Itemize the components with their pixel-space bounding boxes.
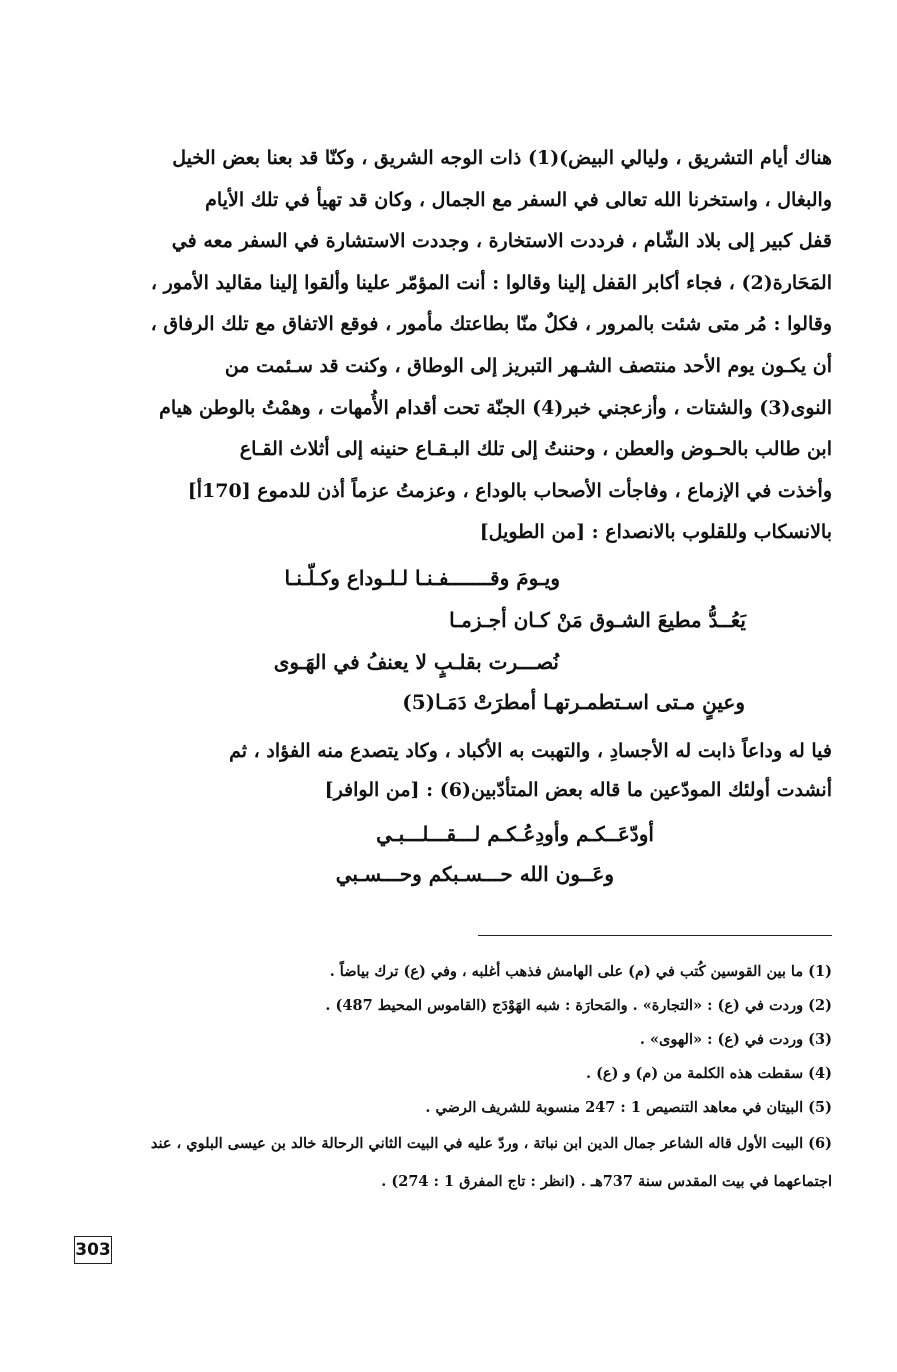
footnote: (1) ما بين القوسين كُتب في (م) على الهامش فذهب أغلبه ، وفي (ع) ترك بياضاً . xyxy=(329,963,832,980)
closing-paragraph xyxy=(150,732,832,810)
body-line: النوى(3) والشتات ، وأزعجني خبر(4) الجنّة تحت أقدام الأُمهات ، وهمْتُ بالوطن هيام xyxy=(159,396,832,419)
footnotes xyxy=(120,955,832,1201)
body-line: وأخذت في الإزماع ، وفاجأت الأصحاب بالوداع ، وعزمتُ عزماً أذن للدموع [170أ] xyxy=(187,479,832,502)
verse-line: وعينٍ مـتى اسـتطمـرتهـا أمطرَتْ دَمَـا(5) xyxy=(402,690,745,714)
body-line: قفل كبير إلى بلاد الشّام ، فرددت الاستخارة ، وجددت الاستشارة في السفر معه في xyxy=(171,230,832,253)
verse-line: ويـومَ وقـــــــفـنـا لـلـوداع وكـلّـنـا xyxy=(284,566,560,590)
footnote: (4) سقطت هذه الكلمة من (م) و (ع) . xyxy=(585,1065,832,1082)
body-line: وقالوا : مُر متى شئت بالمرور ، فكلٌ منّا بطاعتك مأمور ، فوقع الاتفاق مع تلك الرفاق ، xyxy=(150,313,832,336)
verse-line: نُصـــرت بقلـبٍ لا يعنفُ في الهَـوى xyxy=(273,650,559,674)
footnote: (2) وردت في (ع) : «التجارة» . والمَحارَة : شبه الهَوْدَج (القاموس المحيط 487) . xyxy=(325,997,832,1014)
body-paragraph xyxy=(110,138,832,554)
body-line: هناك أيام التشريق ، وليالي البيض)(1) ذات الوجه الشريق ، وكنّا قد بعنا بعض الخيل xyxy=(172,147,832,169)
body-line: أن يكـون يوم الأحد منتصف الشـهر التبريز إلى الوطاق ، وكنت قد سـئمت من xyxy=(224,354,832,377)
footnote-separator xyxy=(478,935,832,936)
verse-line: أودّعَــكـم وأودِعُـكـم لـــقـــلـــبـي xyxy=(376,822,654,846)
footnote: (6) البيت الأول قاله الشاعر جمال الدين ابن نباتة ، وردّ عليه في البيت الثاني الرحالة خالد بن عيسى البلوي ، عند اجتماعهما في بيت المقدس سنة 737هـ . (انظر : تاج المفرق 1 : 274) . xyxy=(150,1135,832,1190)
body-line: المَحَارة(2) ، فجاء أكابر القفل إلينا وقالوا : أنت المؤمّر علينا وألقوا إلينا مقاليد الأمور ، xyxy=(150,271,832,294)
footnote: (3) وردت في (ع) : «الهوى» . xyxy=(639,1031,832,1048)
verse-line: وعَــون الله حـــسـبكم وحـــسـبي xyxy=(335,862,614,886)
body-line: والبغال ، واستخرنا الله تعالى في السفر مع الجمال ، وكان قد تهيأ في تلك الأيام xyxy=(205,188,832,211)
body-line: بالانسكاب وللقلوب بالانصداع : [من الطويل] xyxy=(479,521,832,544)
body-line: ابن طالب بالحـوض والعطن ، وحننتُ إلى تلك البـقـاع حنينه إلى أثلاث القـاع xyxy=(239,438,832,461)
page-number: 303 xyxy=(74,1236,112,1264)
footnote: (5) البيتان في معاهد التنصيص 1 : 247 منسوبة للشريف الرضي . xyxy=(425,1099,832,1116)
verse-line: يَعُــدُّ مطيعَ الشـوق مَنْ كـان أجـزمـا xyxy=(449,608,746,632)
closing-line: فيا له وداعاً ذابت له الأجسادِ ، والتهبت به الأكباد ، وكاد يتصدع منه الفؤاد ، ثم xyxy=(229,740,832,762)
closing-line: أنشدت أولئك المودّعين ما قاله بعض المتأدّبين(6) : [من الوافر] xyxy=(324,779,832,801)
